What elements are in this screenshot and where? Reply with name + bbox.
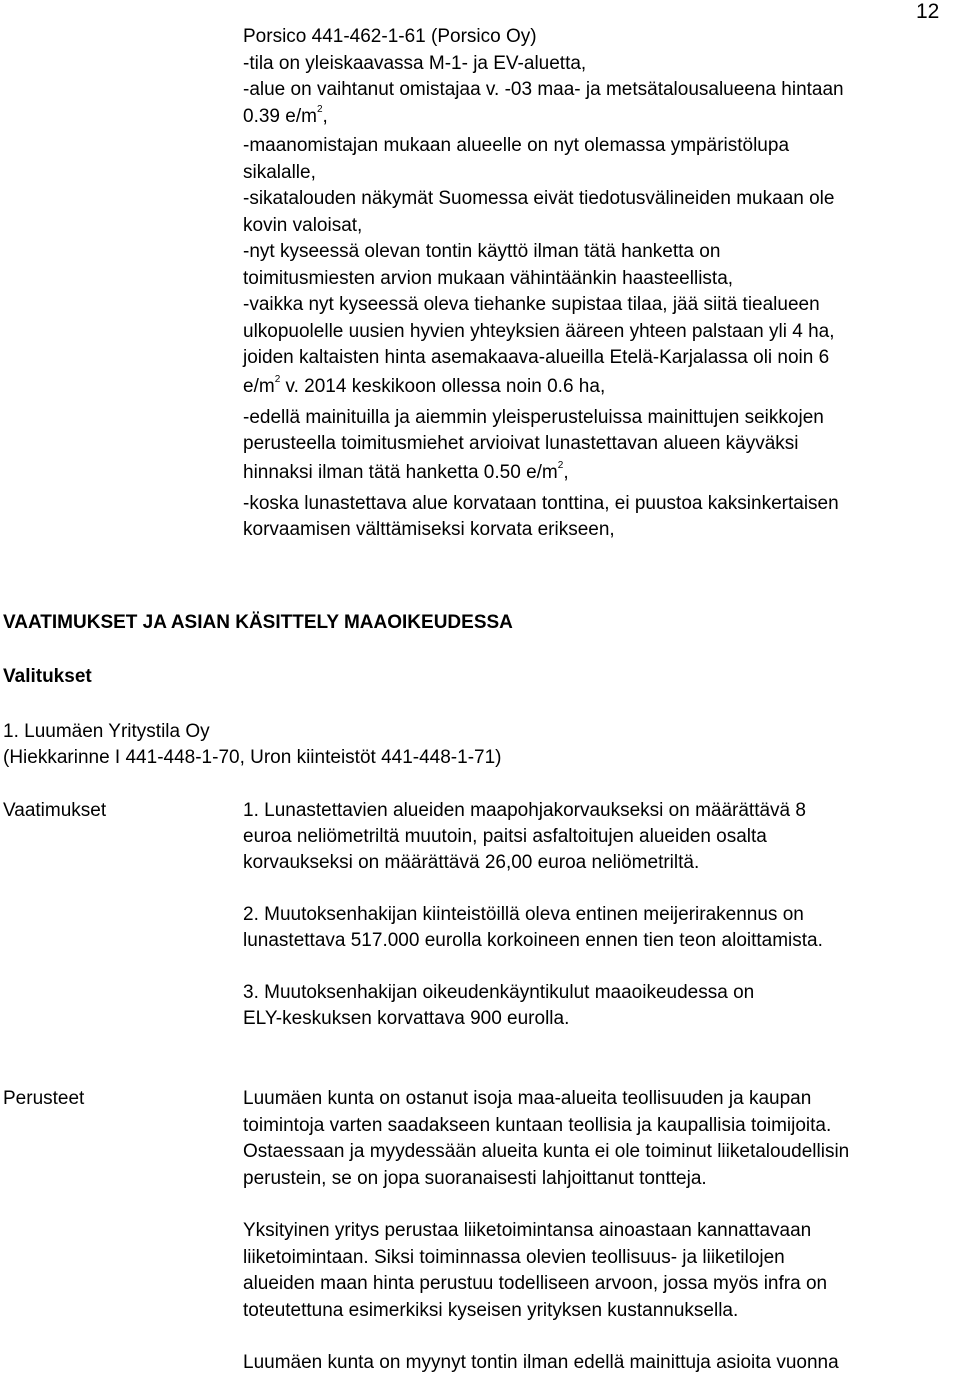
intro-text-block (243, 24, 955, 544)
claim-item (243, 980, 955, 1032)
text-line: 0.39 $e/m^2$, (243, 103, 328, 127)
text-line: perusteella toimitusmiehet arvioivat lunastettavan alueen käyväksi (243, 433, 799, 454)
claims-list (243, 798, 955, 1032)
text-line: lunastettava 517.000 eurolla korkoineen ennen tien teon aloittamista. (243, 930, 823, 951)
text-line: korvaamisen välttämiseksi korvata erikseen, (243, 519, 615, 540)
text-line: liiketoimintaan. Siksi toiminnassa olevien teollisuus- ja liiketilojen (243, 1246, 785, 1268)
text-line: -tila on yleiskaavassa M-1- ja EV-aluetta, (243, 52, 587, 74)
text-line: hinnaksi ilman tätä hanketta 0.50 $e/m^2$, (243, 459, 569, 483)
text-line: joiden kaltaisten hinta asemakaava-alueilla Etelä-Karjalassa oli noin 6 (243, 347, 830, 368)
text-line: -vaikka nyt kyseessä oleva tiehanke supistaa tilaa, jää siitä tiealueen (243, 294, 820, 315)
text-line: Porsico 441-462-1-61 (Porsico Oy) (243, 26, 537, 47)
claim-item (243, 798, 955, 876)
text-line: -koska lunastettava alue korvataan tonttina, ei puustoa kaksinkertaisen (243, 492, 839, 514)
text-line: toimintoja varten saadakseen kuntaan teollisia ja kaupallisia toimijoita. (243, 1114, 832, 1136)
text-line: toimitusmiesten arvion mukaan vähintäänkin haasteellista, (243, 267, 734, 289)
text-line: euroa neliömetriltä muutoin, paitsi asfaltoitujen alueiden osalta (243, 826, 767, 847)
text-line: 3. Muutoksenhakijan oikeudenkäyntikulut maaoikeudessa on (243, 982, 755, 1003)
text-line: perustein, se on jopa suoranaisesti lahjoittanut tontteja. (243, 1167, 707, 1189)
superscript: 2 (274, 373, 281, 385)
paragraph (243, 1218, 959, 1324)
text-line: Luumäen kunta on ostanut isoja maa-alueita teollisuuden ja kaupan (243, 1088, 812, 1109)
text-line: -alue on vaihtanut omistajaa v. -03 maa- ja metsätalousalueena hintaan (243, 79, 844, 100)
appellant-properties: (Hiekkarinne I 441-448-1-70, Uron kiinteistöt 441-448-1-71) (3, 747, 502, 768)
text-line: 2. Muutoksenhakijan kiinteistöillä oleva entinen meijerirakennus on (243, 904, 804, 925)
claims-label: Vaatimukset (3, 800, 107, 821)
text-line: Yksityinen yritys perustaa liiketoimintansa ainoastaan kannattavaan (243, 1220, 812, 1241)
text-line: -sikatalouden näkymät Suomessa eivät tiedotusvälineiden mukaan ole (243, 188, 835, 209)
text-line: korvaukseksi on määrättävä 26,00 euroa neliömetriltä. (243, 852, 700, 873)
text-line: ulkopuolelle uusien hyvien yhteyksien ääreen yhteen palstaan yli 4 ha, (243, 320, 835, 342)
text-line: Luumäen kunta on myynyt tontin ilman edellä mainittuja asioita vuonna (243, 1352, 839, 1373)
appellant-name: 1. Luumäen Yritystila Oy (3, 721, 210, 742)
paragraph (243, 1350, 959, 1377)
superscript: 2 (557, 459, 564, 471)
page-number: 12 (916, 0, 940, 23)
grounds-text (243, 1086, 959, 1377)
claim-item (243, 902, 955, 954)
paragraph (243, 1086, 959, 1192)
text-line: -edellä mainituilla ja aiemmin yleisperusteluissa mainittujen seikkojen (243, 406, 824, 428)
text-line: -maanomistajan mukaan alueelle on nyt olemassa ympäristölupa (243, 135, 790, 156)
grounds-label: Perusteet (3, 1088, 85, 1109)
text-line: -nyt kyseessä olevan tontin käyttö ilman tätä hanketta on (243, 241, 721, 262)
text-line: ELY-keskuksen korvattava 900 eurolla. (243, 1008, 570, 1029)
text-line: Ostaessaan ja myydessään alueita kunta ei ole toiminut liiketaloudellisin (243, 1141, 850, 1162)
text-line: kovin valoisat, (243, 214, 363, 236)
superscript: 2 (316, 103, 323, 115)
text-line: toteutettuna esimerkiksi kyseisen yrityksen kustannuksella. (243, 1299, 739, 1321)
text-line: 1. Lunastettavien alueiden maapohjakorvaukseksi on määrättävä 8 (243, 800, 806, 821)
sub-heading: Valitukset (3, 666, 92, 687)
text-line: sikalalle, (243, 161, 316, 183)
appellant-block (3, 719, 501, 771)
text-line: $e/m^2$ v. 2014 keskikoon ollessa noin 0.6 ha, (243, 373, 606, 397)
text-line: alueiden maan hinta perustuu todelliseen arvoon, jossa myös infra on (243, 1273, 828, 1294)
section-heading: VAATIMUKSET JA ASIAN KÄSITTELY MAAOIKEUDESSA (3, 612, 513, 633)
